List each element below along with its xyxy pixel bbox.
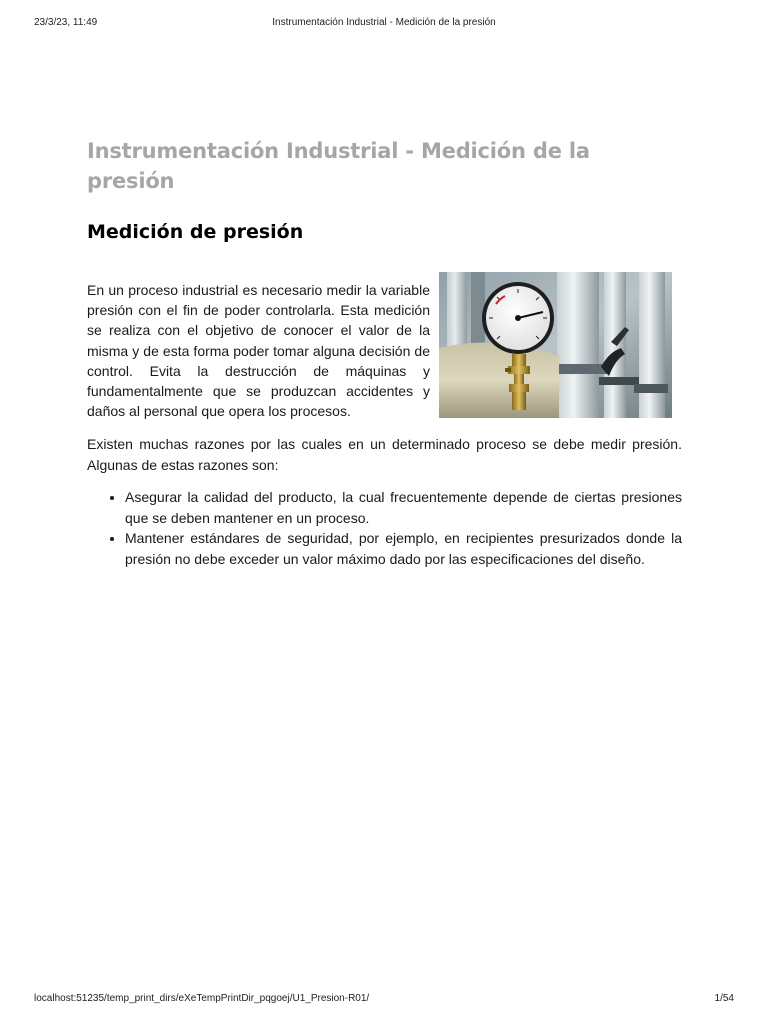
reasons-list <box>87 487 682 569</box>
document-content <box>87 136 682 569</box>
print-footer <box>0 993 768 1007</box>
intro-paragraph: En un proceso industrial es necesario medir la variable presión con el fin de poder controlarla. Esta medición se realiza con el objetivo de conocer el valor de la misma y de esta forma poder tomar alguna decisión de control. Evita la destrucción de máquinas y fundamentalmente que se produzcan accidentes y daños al personal que opera los procesos. <box>87 282 430 420</box>
print-datetime: 23/3/23, 11:49 <box>34 17 98 28</box>
intro-block <box>87 280 682 428</box>
print-url: localhost:51235/temp_print_dirs/eXeTempPrintDir_pqgoej/U1_Presion-R01/ <box>34 993 370 1004</box>
document-title: Instrumentación Industrial - Medición de la presión <box>87 139 590 193</box>
pressure-gauge-image <box>439 272 672 418</box>
list-item: • Mantener estándares de seguridad, por ejemplo, en recipientes presurizados donde la presión no debe exceder un valor máximo dado por las especificaciones del diseño. <box>125 528 682 569</box>
list-item: • Asegurar la calidad del producto, la cual frecuentemente depende de ciertas presiones que se deben mantener en un proceso. <box>125 487 682 528</box>
pressure-gauge-illustration <box>439 272 672 418</box>
print-header <box>0 17 768 31</box>
page-number: 1/54 <box>714 993 734 1004</box>
reasons-intro-paragraph: Existen muchas razones por las cuales en un determinado proceso se debe medir presión. Algunas de estas razones son: <box>87 436 682 473</box>
print-page-title: Instrumentación Industrial - Medición de la presión <box>272 17 496 28</box>
section-title: Medición de presión <box>87 221 304 243</box>
